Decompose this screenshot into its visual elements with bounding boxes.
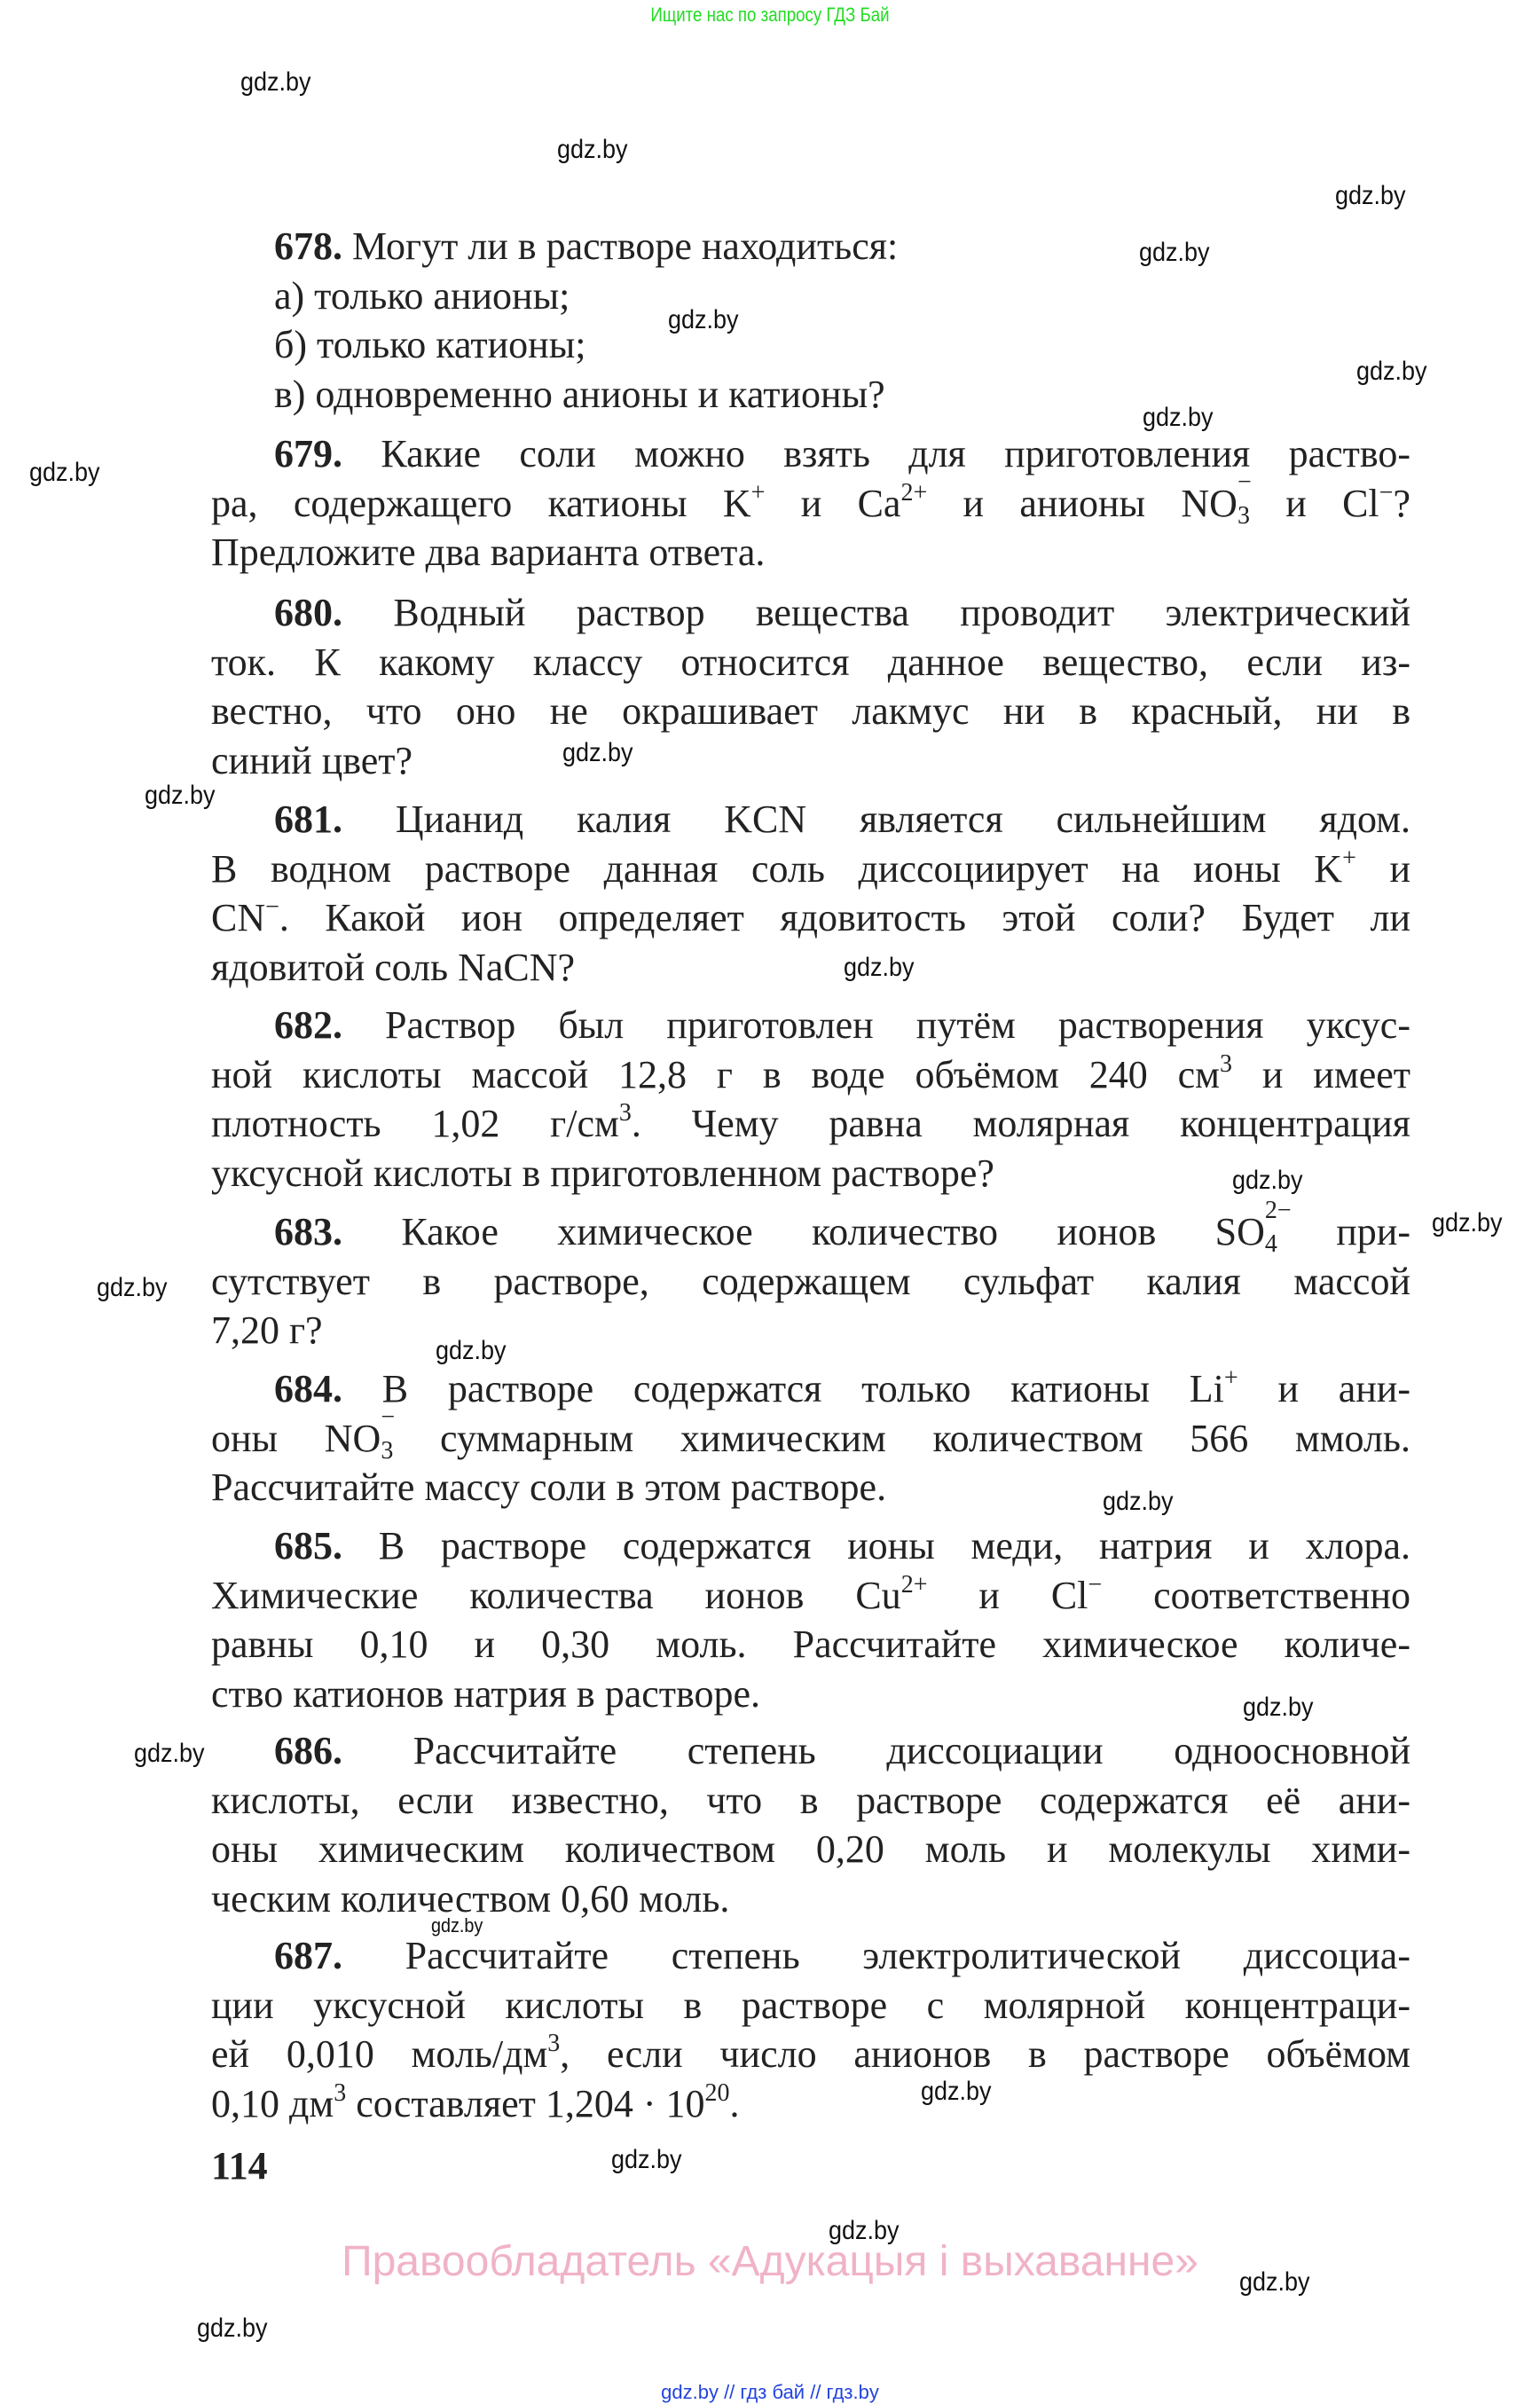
text-segment: ?	[1393, 481, 1410, 525]
text-segment: плотность 1,02 г/см	[211, 1102, 619, 1145]
problem-line	[211, 893, 1410, 943]
problem-number: 683.	[274, 1210, 342, 1253]
superscript: 2+	[900, 1570, 928, 1599]
superscript: +	[1342, 844, 1356, 872]
text-segment: суммарным химическим количеством 566 ммоль.	[393, 1416, 1410, 1460]
problem-line	[211, 795, 1410, 845]
superscript: 3	[334, 2078, 347, 2107]
problem-line	[211, 2030, 1410, 2079]
text-segment: ток. К какому классу относится данное вещество, если из-	[211, 640, 1410, 684]
text-segment: , если число анионов в растворе объёмом	[560, 2032, 1410, 2076]
problem-number: 679.	[274, 432, 342, 475]
page-number: 114	[211, 2144, 268, 2188]
text-segment: ной кислоты массой 12,8 г в воде объёмом 240 см	[211, 1052, 1221, 1096]
problem-line	[211, 687, 1410, 736]
problem-681	[211, 795, 1410, 992]
watermark: gdz.by	[1139, 238, 1210, 267]
watermark: gdz.by	[145, 781, 216, 810]
problem-line	[211, 2079, 1410, 2129]
problem-line	[211, 467, 1410, 530]
answer-option	[211, 370, 1410, 420]
problem-line	[211, 1402, 1410, 1465]
watermark: gdz.by	[97, 1273, 168, 1302]
problem-line	[211, 1197, 1410, 1258]
watermark: gdz.by	[844, 953, 915, 982]
text-segment: вестно, что оно не окрашивает лакмус ни в красный, ни в	[211, 689, 1410, 733]
text-segment: Какие соли можно взять для приготовления раство-	[342, 432, 1410, 475]
problem-line	[211, 588, 1410, 638]
text-segment: 0,10 дм	[211, 2081, 334, 2125]
text-segment: ции уксусной кислоты в растворе с молярной концентраци-	[211, 1983, 1410, 2027]
watermark: gdz.by	[1356, 357, 1427, 386]
watermark: gdz.by	[134, 1739, 205, 1768]
problem-line	[211, 429, 1410, 479]
subscript: 3	[1237, 501, 1250, 530]
problem-line	[211, 1726, 1410, 1776]
watermark: gdz.by	[29, 458, 100, 487]
text-segment: В растворе содержатся ионы меди, натрия и хлора.	[342, 1524, 1410, 1567]
problem-line	[211, 222, 1410, 271]
superscript: −	[1088, 1570, 1103, 1599]
watermark: gdz.by	[668, 305, 739, 334]
text-segment: Рассчитайте степень диссоциации одноосновной	[342, 1729, 1410, 1772]
text-segment: и анионы NO	[927, 481, 1238, 525]
text-segment: Рассчитайте массу соли в этом растворе.	[211, 1465, 887, 1509]
ion-charge-index	[1237, 467, 1252, 530]
text-segment: Предложите два варианта ответа.	[211, 530, 766, 574]
text-segment: Водный раствор вещества проводит электрический	[342, 591, 1410, 634]
problem-678	[211, 222, 1410, 419]
problem-683	[211, 1197, 1410, 1355]
problem-line	[211, 1931, 1410, 1981]
text-segment: равны 0,10 и 0,30 моль. Рассчитайте химическое количе-	[211, 1622, 1410, 1666]
watermark: gdz.by	[562, 738, 633, 767]
text-segment: .	[729, 2081, 740, 2125]
watermark: gdz.by	[436, 1336, 507, 1365]
text-segment: ческим количеством 0,60 моль.	[211, 1876, 730, 1921]
text-segment: а) только анионы;	[274, 273, 570, 318]
superscript: 2−	[1264, 1197, 1292, 1224]
text-segment: и ани-	[1238, 1367, 1411, 1410]
superscript: 3	[618, 1099, 632, 1127]
superscript: −	[265, 893, 279, 921]
problem-number: 678.	[274, 224, 342, 268]
ion-charge-index	[381, 1402, 396, 1465]
problem-number: 680.	[274, 591, 342, 634]
text-segment: и Cl	[927, 1573, 1088, 1617]
problem-line	[211, 1521, 1410, 1571]
superscript: +	[1223, 1364, 1238, 1392]
text-segment: ядовитой соль NaCN?	[211, 945, 576, 989]
problem-680	[211, 588, 1410, 785]
text-segment: . Чему равна молярная концентрация	[631, 1102, 1411, 1145]
text-segment: Какое химическое количество ионов SO	[342, 1210, 1265, 1253]
text-segment: ей 0,010 моль/дм	[211, 2032, 548, 2076]
watermark: gdz.by	[1232, 1166, 1303, 1195]
subscript: 4	[1264, 1230, 1277, 1258]
problem-line	[211, 736, 1410, 786]
problem-line	[211, 528, 1410, 577]
problem-685	[211, 1521, 1410, 1718]
problem-line	[211, 1001, 1410, 1050]
text-segment: в) одновременно анионы и катионы?	[274, 372, 885, 416]
text-segment: сутствует в растворе, содержащем сульфат калия массой	[211, 1259, 1410, 1303]
footer-links[interactable]: gdz.by // гдз бай // гдз.by	[661, 2381, 879, 2403]
problem-line	[211, 1620, 1410, 1669]
problem-number: 686.	[274, 1729, 342, 1772]
problem-number: 681.	[274, 797, 342, 841]
superscript: 3	[1220, 1049, 1233, 1078]
problem-number: 684.	[274, 1367, 342, 1410]
problem-line	[211, 1306, 1410, 1355]
problem-line	[211, 1776, 1410, 1826]
text-segment: б) только катионы;	[274, 323, 586, 366]
text-segment: . Какой ион определяет ядовитость этой соли? Будет ли	[279, 896, 1410, 939]
text-segment: и Cl	[1249, 481, 1379, 525]
watermark: gdz.by	[1239, 2267, 1310, 2297]
text-segment: Химические количества ионов Cu	[211, 1573, 901, 1617]
problem-line	[211, 638, 1410, 687]
text-segment: В растворе содержатся только катионы Li	[342, 1367, 1224, 1410]
problem-684	[211, 1364, 1410, 1512]
problem-number: 682.	[274, 1003, 342, 1047]
watermark: gdz.by	[1432, 1208, 1503, 1237]
superscript: 3	[547, 2030, 561, 2057]
problem-line	[211, 1149, 1410, 1198]
problem-line	[211, 1463, 1410, 1512]
text-segment: составляет 1,204 · 10	[346, 2081, 705, 2125]
text-segment: и имеет	[1232, 1052, 1410, 1096]
watermark: gdz.by	[1335, 181, 1406, 210]
ion-charge-index	[1264, 1197, 1292, 1258]
superscript: −	[381, 1402, 396, 1431]
problem-line	[211, 1050, 1410, 1100]
watermark: gdz.by	[921, 2077, 992, 2106]
text-segment: Цианид калия KCN является сильнейшим ядом.	[342, 797, 1410, 841]
watermark: gdz.by	[240, 67, 311, 97]
problem-686	[211, 1726, 1410, 1923]
problem-line	[211, 1099, 1410, 1149]
text-segment: Раствор был приготовлен путём растворения уксус-	[342, 1003, 1410, 1047]
search-hint-banner: Ищите нас по запросу ГДЗ Бай	[650, 4, 890, 26]
problem-line	[211, 1257, 1410, 1307]
text-segment: уксусной кислоты в приготовленном растворе?	[211, 1151, 994, 1195]
superscript: 20	[704, 2078, 730, 2107]
problem-line	[211, 943, 1410, 993]
problem-687	[211, 1931, 1410, 2128]
text-segment: ра, содержащего катионы K	[211, 481, 751, 525]
superscript: −	[1237, 467, 1252, 496]
text-segment: CN	[211, 896, 266, 939]
watermark: gdz.by	[611, 2145, 682, 2174]
text-segment: соответственно	[1102, 1573, 1411, 1617]
text-segment: оны химическим количеством 0,20 моль и молекулы хими-	[211, 1827, 1410, 1871]
watermark: gdz.by	[557, 135, 628, 164]
watermark: gdz.by	[431, 1914, 483, 1937]
text-segment: синий цвет?	[211, 738, 413, 782]
text-segment: при-	[1277, 1210, 1410, 1253]
watermark: gdz.by	[1243, 1693, 1314, 1722]
text-segment: В водном растворе данная соль диссоциирует на ионы K	[211, 846, 1343, 891]
text-segment: и	[1355, 846, 1411, 891]
text-segment: ство катионов натрия в растворе.	[211, 1671, 760, 1716]
answer-option	[211, 271, 1410, 321]
problem-line	[211, 1981, 1410, 2031]
watermark: gdz.by	[197, 2314, 268, 2343]
subscript: 3	[381, 1436, 394, 1465]
problem-line	[211, 1825, 1410, 1874]
text-segment: кислоты, если известно, что в растворе содержатся её ани-	[211, 1778, 1410, 1822]
problem-682	[211, 1001, 1410, 1198]
text-segment: Рассчитайте степень электролитической диссоциа-	[342, 1934, 1410, 1977]
watermark: gdz.by	[1103, 1487, 1174, 1516]
watermark: gdz.by	[829, 2216, 900, 2245]
copyright-notice: Правообладатель «Адукацыя і выхаванне»	[342, 2238, 1198, 2285]
problem-679	[211, 429, 1410, 577]
problem-line	[211, 1874, 1410, 1924]
text-segment: и Ca	[765, 481, 901, 525]
text-segment: оны NO	[211, 1416, 381, 1460]
superscript: 2+	[900, 478, 928, 507]
problem-line	[211, 1571, 1410, 1621]
problem-number: 685.	[274, 1524, 342, 1567]
problem-line	[211, 1669, 1410, 1719]
problem-line	[211, 845, 1410, 894]
text-segment: 7,20 г?	[211, 1308, 323, 1352]
watermark: gdz.by	[1143, 403, 1214, 432]
answer-option	[211, 320, 1410, 370]
superscript: +	[750, 478, 766, 507]
text-segment: Могут ли в растворе находиться:	[342, 224, 899, 268]
problem-number: 687.	[274, 1934, 342, 1977]
superscript: −	[1379, 478, 1394, 507]
